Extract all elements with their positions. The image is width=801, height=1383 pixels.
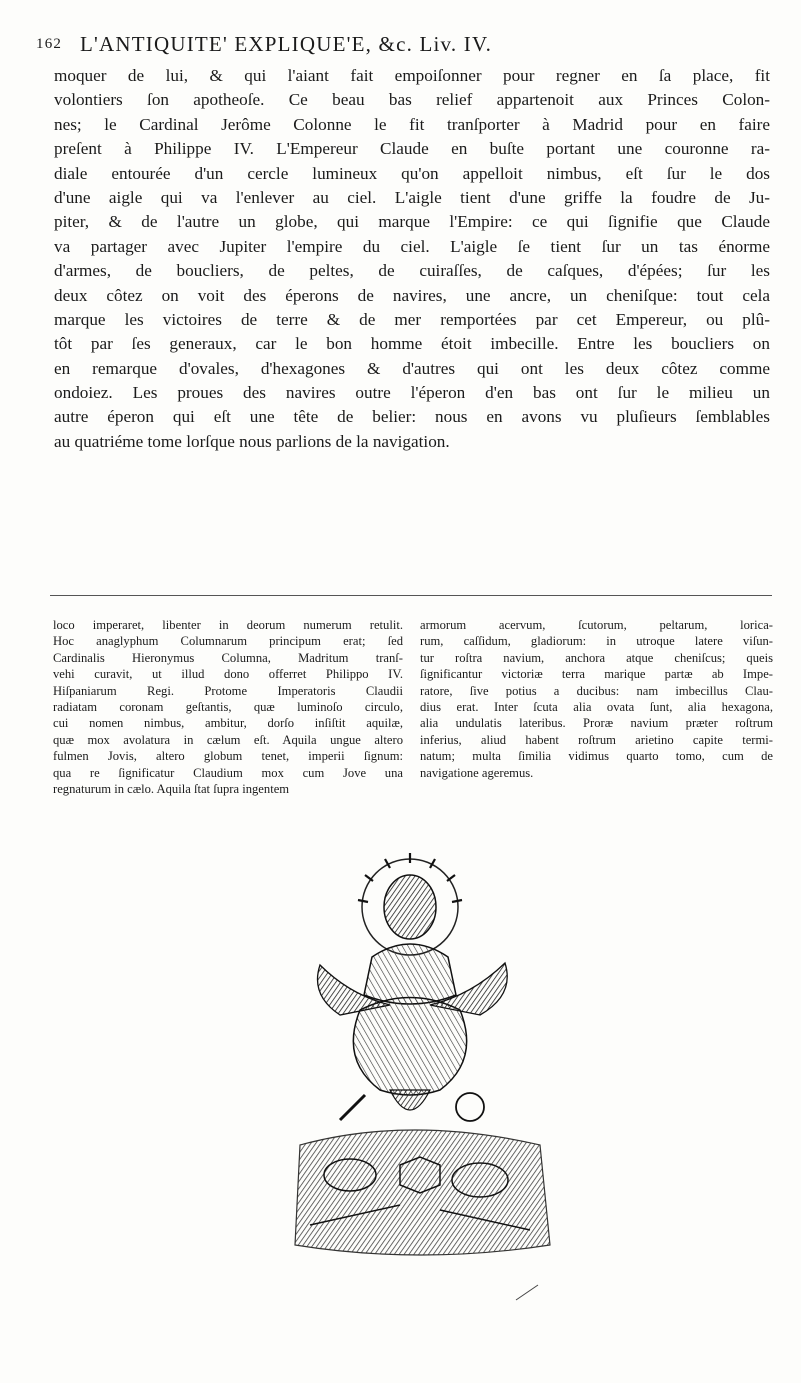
main-text-block	[54, 64, 770, 454]
bust-on-eagle-engraving-icon	[280, 845, 580, 1305]
footnote-column-left	[53, 617, 403, 797]
footnote-line: qua re ſignificatur Claudium mox cum Jove una	[53, 765, 403, 780]
footnote-line: ſignificantur victoriæ terra marique partæ ab Impe-	[420, 667, 773, 682]
main-text-line: tôt par ſes generaux, car le bon homme étoit imbecille. Entre les boucliers on	[54, 334, 770, 354]
main-text-line: d'une aigle qui va l'enlever au ciel. L'aigle tient d'une griffe la foudre de Ju-	[54, 187, 770, 207]
footnote-line: loco imperaret, libenter in deorum numerum retulit.	[53, 618, 403, 632]
footnote-line: Hiſpaniarum Regi. Protome Imperatoris Claudii	[53, 683, 403, 698]
main-text-line: ondoiez. Les proues des navires outre l'éperon d'en bas ont ſur le milieu un	[54, 383, 770, 403]
footnote-line: dius erat. Inter ſcuta alia ovata ſunt, alia hexagona,	[420, 699, 773, 714]
footnote-line: rum, caſſidum, gladiorum: in utroque latere viſun-	[420, 634, 773, 649]
main-text-line: marque les victoires de terre & de mer remportées par cet Empereur, ou plû-	[54, 309, 770, 329]
main-text-line: d'armes, de boucliers, de peltes, de cuiraſſes, de caſques, d'épées; ſur les	[54, 261, 770, 281]
footnote-line: tur roſtra navium, anchora atque cheniſcus; queis	[420, 650, 773, 665]
running-title: L'ANTIQUITE' EXPLIQUE'E, &c. Liv. IV.	[80, 32, 493, 56]
main-text-line: diale entourée d'un cercle lumineux qu'on appelloit nimbus, eſt ſur le dos	[54, 163, 770, 183]
footnote-column-right	[420, 617, 773, 781]
main-text-line: autre éperon qui eſt une tête de belier: nous en avons vu pluſieurs ſemblables	[54, 407, 770, 427]
engraving-figure	[280, 845, 580, 1305]
footnote-line: Cardinalis Hieronymus Columna, Madritum tranſ-	[53, 650, 403, 665]
main-text-line: moquer de lui, & qui l'aiant fait empoiſonner pour regner en ſa place, fit	[54, 66, 770, 85]
page-number: 162	[36, 36, 63, 52]
bust	[364, 875, 456, 1004]
running-header	[36, 24, 776, 64]
footnote-line: radiatam coronam geſtantis, quæ luminoſo circulo,	[53, 699, 403, 714]
main-text-line: volontiers ſon apotheoſe. Ce beau bas relief appartenoit aux Princes Colon-	[54, 90, 770, 110]
main-text-line: en remarque d'ovales, d'hexagones & d'autres qui ont les deux côtez comme	[54, 358, 770, 378]
pile-of-arms	[295, 1130, 550, 1255]
footnote-line: vehi curavit, ut illud dono offerret Philippo IV.	[53, 667, 403, 682]
footnote-line: Hoc anaglyphum Columnarum principum erat; ſed	[53, 634, 403, 649]
footnote-line: armorum acervum, ſcutorum, peltarum, lorica-	[420, 618, 773, 632]
footnote-line: cui nomen nimbus, ambitur, dorſo inſiſtit aquilæ,	[53, 716, 403, 731]
main-text-line: piter, & de l'autre un globe, qui marque l'Empire: ce qui ſignifie que Claude	[54, 212, 770, 232]
footnote-line: navigatione ageremus.	[420, 765, 534, 780]
footnote-line: regnaturum in cælo. Aquila ſtat ſupra ingentem	[53, 781, 290, 796]
main-text-line: preſent à Philippe IV. L'Empereur Claude en buſte portant une couronne ra-	[54, 139, 770, 159]
footnote-line: alia undulatis lateribus. Proræ navium præter roſtrum	[420, 716, 773, 731]
footnote-line: quæ mox avolatura in cælum eſt. Aquila ungue altero	[53, 732, 403, 747]
main-text-line: au quatriéme tome lorſque nous parlions de la navigation.	[54, 431, 450, 451]
footnote-line: fulmen Jovis, altero globum tenet, imperii ſignum:	[53, 749, 403, 764]
footnote-line: inferius, aliud habent roſtrum arietino capite termi-	[420, 732, 773, 747]
main-text-line: deux côtez on voit des éperons de navires, une ancre, un cheniſque: tout cela	[54, 285, 770, 305]
main-text-line: nes; le Cardinal Jerôme Colonne le fit tranſporter à Madrid pour en faire	[54, 114, 770, 134]
footnote-line: ratore, ſive potius a ducibus: nam imbecillus Clau-	[420, 683, 773, 698]
footnote-rule	[50, 595, 772, 596]
main-text-line: va partager avec Jupiter l'empire du ciel. L'aigle ſe tient ſur un tas énorme	[54, 236, 770, 256]
footnote-line: natum; multa ſimilia vidimus quarto tomo, cum de	[420, 749, 773, 764]
